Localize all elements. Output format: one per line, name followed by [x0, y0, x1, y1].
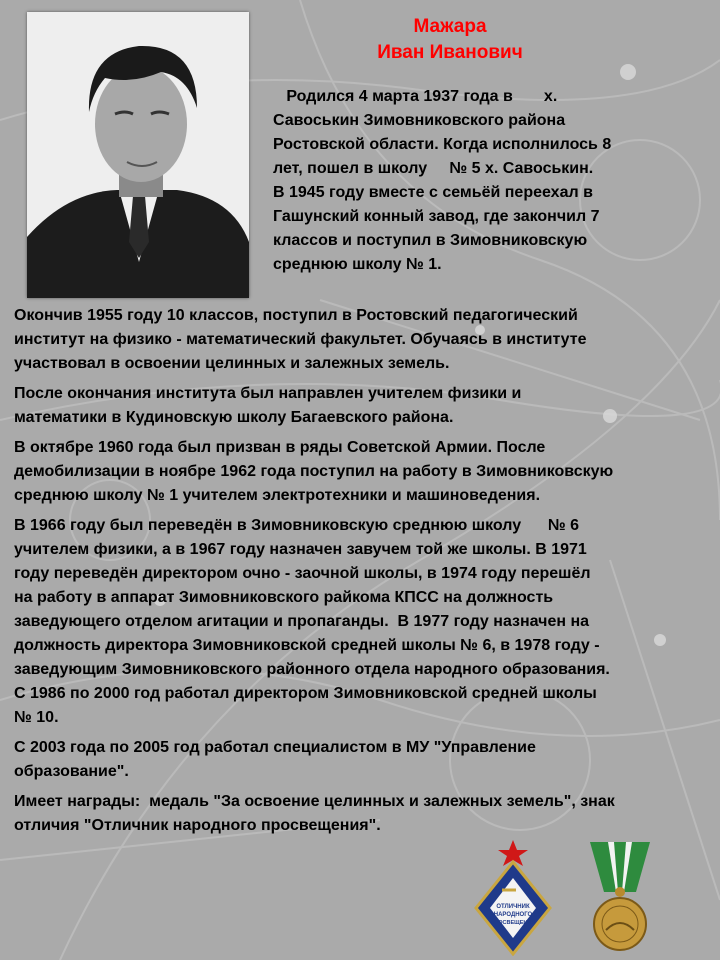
biography-text: [14, 304, 710, 844]
paragraph-line: С 1986 по 2000 год работал директором Зимовниковской средней школы: [14, 685, 597, 702]
surname: Мажара: [413, 16, 487, 37]
paragraph-line: В октябре 1960 года был призван в ряды Советской Армии. После: [14, 439, 546, 456]
paragraph-line: заведующего отделом агитации и пропаганды. В 1977 году назначен на: [14, 613, 590, 630]
intro-line: Ростовской области. Когда исполнилось 8: [273, 136, 612, 153]
given-names: Иван Иванович: [377, 42, 523, 63]
paragraph: [14, 304, 710, 376]
paragraph-line: участвовал в освоении целинных и залежных земель.: [14, 355, 450, 372]
intro-line: среднюю школу № 1.: [273, 256, 442, 273]
paragraph-line: отличия "Отличник народного просвещения".: [14, 817, 381, 834]
portrait-photo: [27, 12, 249, 298]
page-title: [330, 14, 570, 66]
paragraph-line: После окончания института был направлен учителем физики и: [14, 385, 522, 402]
paragraph-line: году переведён директором очно - заочной школы, в 1974 году перешёл: [14, 565, 591, 582]
intro-line: В 1945 году вместе с семьёй переехал в: [273, 184, 593, 201]
paragraph: [14, 736, 710, 784]
paragraph-line: Имеет награды: медаль "За освоение целинных и залежных земель", знак: [14, 793, 615, 810]
paragraph-line: Окончив 1955 году 10 классов, поступил в Ростовский педагогический: [14, 307, 578, 324]
paragraph-line: на работу в аппарат Зимовниковского райкома КПСС на должность: [14, 589, 554, 606]
paragraph: [14, 514, 710, 730]
paragraph-line: заведующим Зимовниковского районного отдела народного образования.: [14, 661, 610, 678]
paragraph-line: № 10.: [14, 709, 59, 726]
paragraph-line: должность директора Зимовниковской средней школы № 6, в 1978 году -: [14, 637, 600, 654]
excellence-badge-icon: [472, 838, 554, 956]
paragraph: [14, 790, 710, 838]
intro-text: [273, 85, 673, 277]
badge-text: НАРОДНОГО: [493, 912, 533, 918]
paragraph-line: институт на физико - математический факультет. Обучаясь в институте: [14, 331, 587, 348]
virgin-lands-medal-icon: [580, 840, 660, 956]
paragraph-line: С 2003 года по 2005 год работал специалистом в МУ "Управление: [14, 739, 536, 756]
intro-line: лет, пошел в школу № 5 х. Савоськин.: [273, 160, 594, 177]
paragraph-line: среднюю школу № 1 учителем электротехники и машиноведения.: [14, 487, 541, 504]
paragraph: [14, 382, 710, 430]
paragraph-line: учителем физики, а в 1967 году назначен завучем той же школы. В 1971: [14, 541, 587, 558]
paragraph-line: образование".: [14, 763, 129, 780]
paragraph-line: математики в Кудиновскую школу Багаевского района.: [14, 409, 454, 426]
intro-line: Савоськин Зимовниковского района: [273, 112, 566, 129]
badge-text: ПРОСВЕЩЕНИЯ: [490, 920, 536, 926]
badge-text: ОТЛИЧНИК: [496, 904, 530, 910]
intro-line: Родился 4 марта 1937 года в х.: [273, 88, 558, 105]
paragraph: [14, 436, 710, 508]
intro-line: классов и поступил в Зимовниковскую: [273, 232, 588, 249]
paragraph-line: демобилизации в ноябре 1962 года поступил на работу в Зимовниковскую: [14, 463, 614, 480]
intro-line: Гашунский конный завод, где закончил 7: [273, 208, 600, 225]
paragraph-line: В 1966 году был переведён в Зимовниковскую среднюю школу № 6: [14, 517, 579, 534]
